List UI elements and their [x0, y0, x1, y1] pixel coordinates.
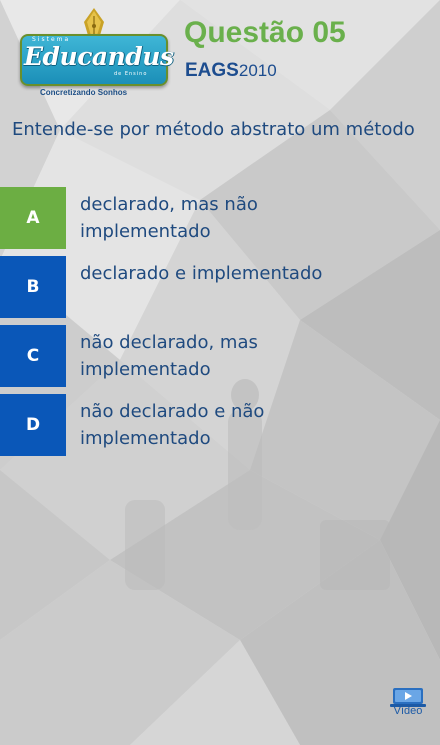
logo-brand: Educandus: [24, 42, 174, 71]
option-text[interactable]: não declarado e não implementado: [80, 401, 265, 449]
option-text[interactable]: declarado e implementado: [80, 263, 323, 284]
question-text: Entende-se por método abstrato um método: [12, 119, 415, 140]
video-label[interactable]: Vídeo: [393, 705, 423, 717]
video-button[interactable]: [388, 686, 428, 720]
option-text[interactable]: declarado, mas não implementado: [80, 194, 258, 242]
exam-subtitle: [185, 60, 277, 82]
educandus-logo: [18, 8, 174, 97]
option-text[interactable]: não declarado, mas implementado: [80, 332, 258, 380]
option-letter[interactable]: B: [0, 256, 66, 318]
exam-year: 2010: [238, 61, 277, 80]
option-d[interactable]: [0, 394, 440, 456]
exam-name: EAGS: [185, 60, 239, 81]
option-letter[interactable]: A: [0, 187, 66, 249]
logo-tagline: Concretizando Sonhos: [40, 88, 128, 97]
option-a[interactable]: [0, 187, 440, 249]
logo-bottom-text: de Ensino: [114, 71, 148, 77]
option-c[interactable]: [0, 325, 440, 387]
question-number-title: Questão 05: [184, 16, 346, 49]
option-letter[interactable]: C: [0, 325, 66, 387]
option-b[interactable]: [0, 256, 440, 318]
option-letter[interactable]: D: [0, 394, 66, 456]
logo-top-text: Sistema: [32, 36, 71, 43]
